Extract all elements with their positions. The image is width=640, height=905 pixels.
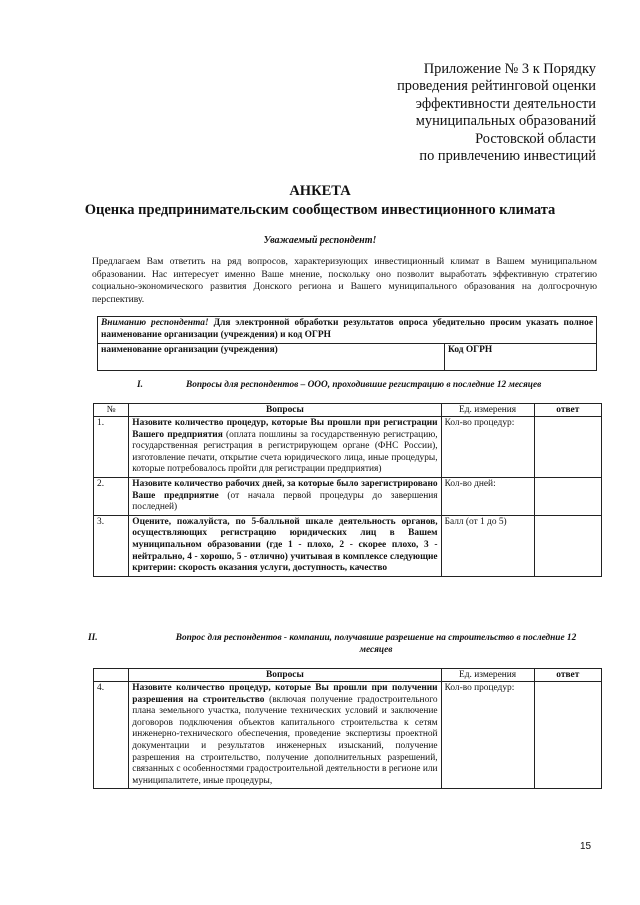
- question-unit: Кол-во процедур:: [441, 417, 534, 478]
- respondent-info-table: [97, 316, 597, 371]
- question-bold: Оцените, пожалуйста, по 5-балльной шкале деятельность органов, осуществляющих регистрацию юридических лиц в Вашем муниципальном образовании (где 1 - плохо, 2 - скорее плохо, 3 - нейтрально, 4 - хорошо, 5 - отлично) учитывая в комплексе следующие критерии: скорость оказания услуги, доступность, качество: [132, 516, 438, 574]
- document-title: АНКЕТА: [289, 183, 351, 199]
- col-header-answer: ответ: [534, 404, 601, 417]
- ogrn-field[interactable]: [445, 343, 597, 370]
- section1-title: Вопросы для респондентов – ООО, проходившие регистрацию в последние 12 месяцев: [186, 380, 542, 390]
- org-name-field[interactable]: [98, 343, 445, 370]
- question-rest: (от начала первой процедуры до завершения последней): [132, 490, 438, 513]
- answer-cell[interactable]: [534, 417, 601, 478]
- col-header-questions: Вопросы: [129, 404, 441, 417]
- col-header-number: [94, 669, 129, 682]
- appendix-line: Приложение № 3 к Порядку: [423, 61, 596, 77]
- questions-table-2: [93, 668, 602, 789]
- table-row: [94, 477, 602, 515]
- section1-number: I.: [137, 380, 143, 390]
- question-number: 2.: [94, 477, 129, 515]
- section2-number: II.: [88, 633, 98, 643]
- appendix-line: муниципальных образований: [415, 113, 596, 130]
- question-rest: (оплата пошлины за государственную регистрацию, государственная регистрация в регистрирующем органе (ФНС России), изготовление печати, открытие счета юридического лица, иные процедуры, которые потребовалось пройти для регистрации предприятия): [132, 429, 438, 475]
- table-row: [94, 515, 602, 576]
- question-text: [129, 477, 441, 515]
- questions-table-1: [93, 403, 602, 577]
- attention-notice-bold: Для электронной обработки результатов опроса убедительно просим указать полное наименование организации (учреждения) и код ОГРН: [101, 318, 594, 340]
- page-number: 15: [580, 841, 592, 852]
- question-text: [129, 515, 441, 576]
- section2-title: Вопрос для респондентов - компании, получавшие разрешение на строительство в последние 12 месяцев: [175, 633, 577, 655]
- appendix-line: проведения рейтинговой оценки: [397, 78, 596, 95]
- answer-cell[interactable]: [534, 477, 601, 515]
- question-unit: Кол-во дней:: [441, 477, 534, 515]
- table-row: [94, 417, 602, 478]
- ogrn-label: Код ОГРН: [448, 344, 493, 355]
- question-number: 3.: [94, 515, 129, 576]
- col-header-number: №: [94, 404, 129, 417]
- col-header-questions: Вопросы: [129, 669, 441, 682]
- question-unit: Кол-во процедур:: [441, 682, 534, 789]
- question-bold: Назовите количество рабочих дней, за которые было зарегистрировано Ваше предприятие: [132, 478, 438, 501]
- appendix-header: [296, 61, 596, 165]
- answer-cell[interactable]: [534, 682, 601, 789]
- org-name-label: наименование организации (учреждения): [101, 344, 278, 355]
- appendix-line: по привлечению инвестиций: [419, 148, 596, 165]
- appendix-line: эффективности деятельности: [415, 95, 596, 112]
- appendix-line: Ростовской области: [475, 130, 596, 147]
- col-header-answer: ответ: [534, 669, 601, 682]
- question-text: [129, 417, 441, 478]
- intro-paragraph: Предлагаем Вам ответить на ряд вопросов, характеризующих инвестиционный климат в Вашем муниципальном образовании. Нас интересует именно Ваше мнение, поскольку оно позволит выработать эффективную стратегию социально-экономического развития Донского региона и Вашего муниципального образования на долгосрочную перспективу.: [92, 256, 597, 305]
- question-text: [129, 682, 441, 789]
- answer-cell[interactable]: [534, 515, 601, 576]
- question-number: 4.: [94, 682, 129, 789]
- col-header-unit: Ед. измерения: [441, 669, 534, 682]
- greeting: Уважаемый респондент!: [263, 235, 377, 246]
- table-row: [94, 682, 602, 789]
- question-unit: Балл (от 1 до 5): [441, 515, 534, 576]
- document-subtitle: Оценка предпринимательским сообществом инвестиционного климата: [84, 202, 556, 218]
- question-bold: Назовите количество процедур, которые Вы прошли при регистрации Вашего предприятия: [132, 418, 438, 440]
- question-bold: Назовите количество процедур, которые Вы прошли при получении разрешения на строительство: [132, 683, 438, 705]
- col-header-unit: Ед. измерения: [441, 404, 534, 417]
- attention-notice-italic: Вниманию респондента!: [101, 318, 209, 328]
- question-rest: (включая получение градостроительного плана земельного участка, получение технических условий и заключение договоров подключения объектов капитального строительства к сетям инженерно-технического обеспечения, проведение экспертизы проектной документации и результатов инженерных изысканий, получение разрешения на строительство, получение дополнительных разрешений, связанных с особенностями градостроительной деятельности в регионе или муниципалитете, иные процедуры,: [132, 694, 438, 786]
- question-number: 1.: [94, 417, 129, 478]
- attention-notice: [98, 317, 597, 344]
